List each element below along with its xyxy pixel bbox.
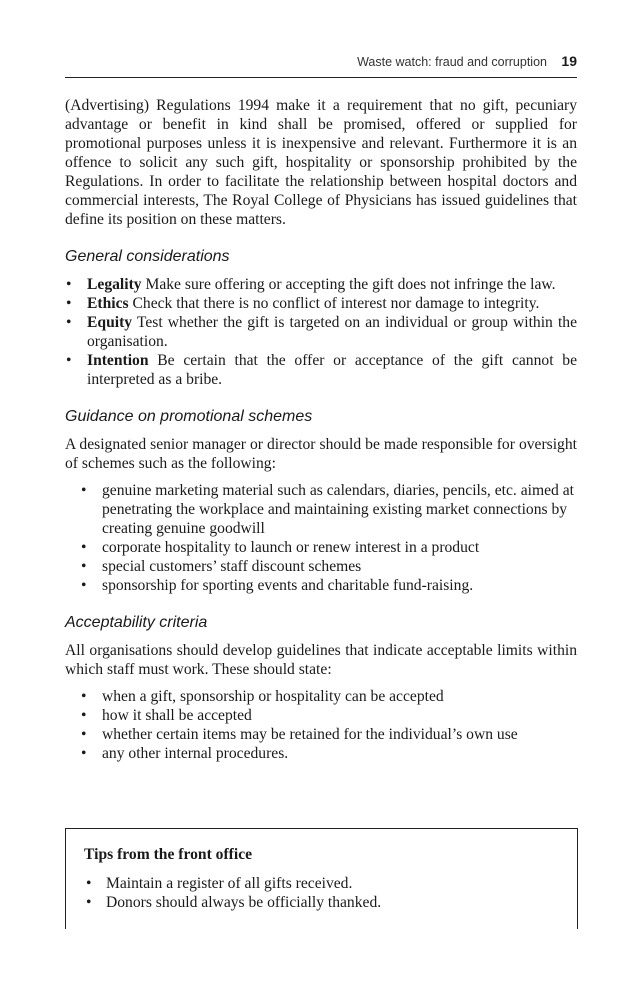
promotional-schemes-paragraph: A designated senior manager or director should be made responsible for oversight of schemes such as the following:	[65, 436, 577, 472]
heading-general-considerations: General considerations	[65, 248, 230, 265]
list-item: • Maintain a register of all gifts received.	[84, 874, 554, 893]
acceptability-paragraph: All organisations should develop guidelines that indicate acceptable limits within which staff must work. These should state:	[65, 642, 577, 678]
acceptability-list	[65, 687, 577, 763]
tips-list	[84, 874, 554, 912]
list-item-term: Intention	[87, 352, 149, 369]
list-item-text: Check that there is no conflict of interest nor damage to integrity.	[128, 295, 540, 312]
list-item: • any other internal procedures.	[65, 744, 577, 763]
running-header	[65, 52, 577, 78]
promotional-schemes-list	[65, 481, 577, 595]
list-item-term: Ethics	[87, 295, 129, 312]
list-item	[65, 313, 577, 351]
list-item-text: Be certain that the offer or acceptance of the gift cannot be interpreted as a bribe.	[87, 352, 577, 388]
list-item: • sponsorship for sporting events and charitable fund-raising.	[65, 576, 577, 595]
list-item	[65, 294, 577, 313]
list-item-text: Make sure offering or accepting the gift does not infringe the law.	[141, 276, 556, 293]
list-item: • whether certain items may be retained for the individual’s own use	[65, 725, 577, 744]
page-number: 19	[561, 53, 577, 69]
list-item-text: Test whether the gift is targeted on an individual or group within the organisation.	[87, 314, 577, 350]
general-considerations-list	[65, 275, 577, 389]
list-item	[65, 275, 577, 294]
list-item: • Donors should always be officially thanked.	[84, 893, 554, 912]
list-item: • genuine marketing material such as calendars, diaries, pencils, etc. aimed at penetrating the workplace and maintaining existing market connections by creating genuine goodwill	[65, 481, 577, 538]
list-item-term: Equity	[87, 314, 133, 331]
running-header-title: Waste watch: fraud and corruption	[357, 55, 547, 69]
list-item	[65, 351, 577, 389]
intro-paragraph: (Advertising) Regulations 1994 make it a requirement that no gift, pecuniary advantage or benefit in kind shall be promised, offered or supplied for promotional purposes unless it is inexpensive and relevant. Furthermore it is an offence to solicit any such gift, hospitality or sponsorship prohibited by the Regulations. In order to facilitate the relationship between hospital doctors and commercial interests, The Royal College of Physicians has issued guidelines that define its position on these matters.	[65, 97, 577, 228]
page-body	[65, 96, 577, 763]
tips-box	[65, 828, 578, 929]
list-item: • special customers’ staff discount schemes	[65, 557, 577, 576]
list-item: • when a gift, sponsorship or hospitality can be accepted	[65, 687, 577, 706]
heading-acceptability-criteria: Acceptability criteria	[65, 614, 208, 631]
list-item: • how it shall be accepted	[65, 706, 577, 725]
heading-promotional-schemes: Guidance on promotional schemes	[65, 408, 313, 425]
tips-box-title: Tips from the front office	[84, 846, 253, 863]
list-item-term: Legality	[87, 276, 142, 293]
list-item: • corporate hospitality to launch or renew interest in a product	[65, 538, 577, 557]
